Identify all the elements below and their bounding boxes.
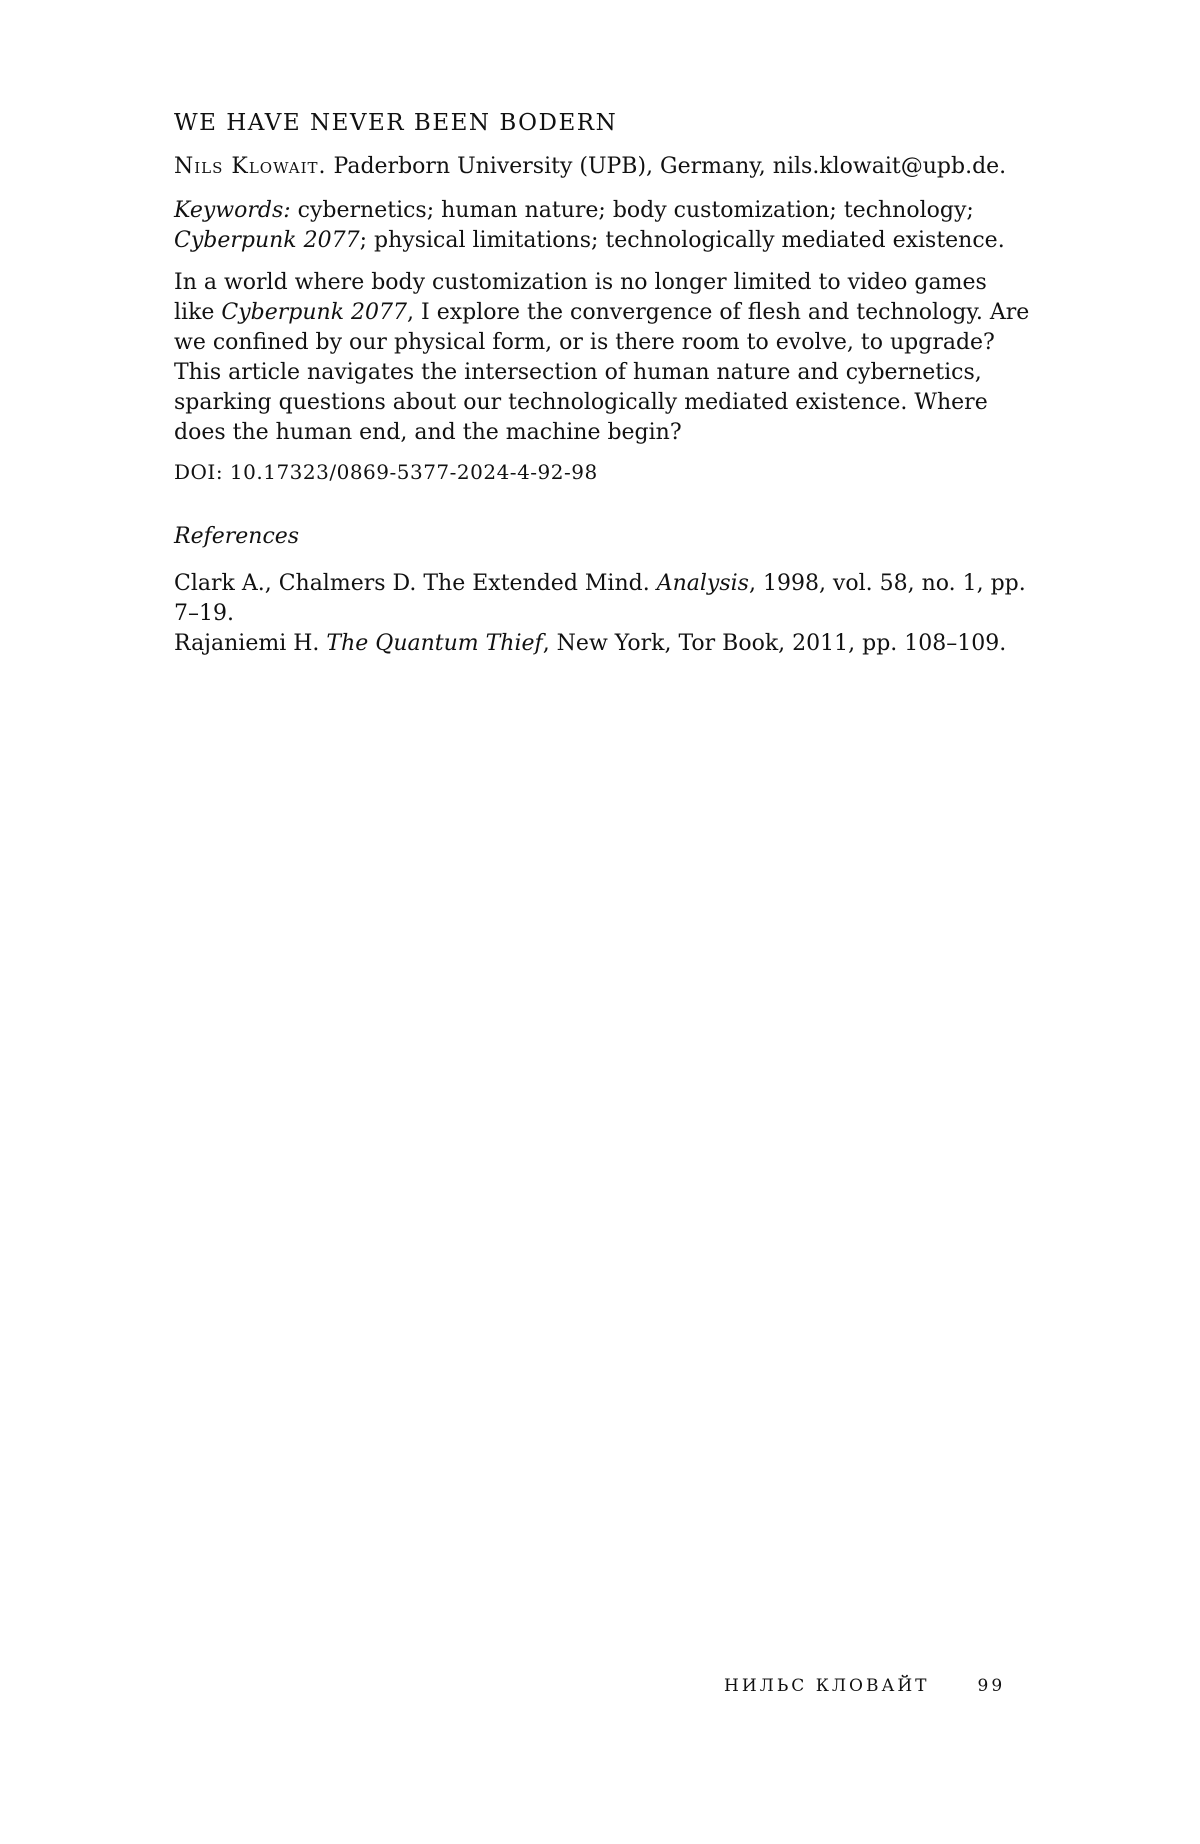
keywords-label: Keywords:: [174, 198, 291, 223]
running-head: НИЛЬС КЛОВАЙТ: [724, 1676, 930, 1696]
reference-item: [174, 629, 1030, 659]
author-line: [174, 152, 1030, 182]
references-heading: References: [174, 524, 300, 549]
keywords-text-after: ; physical limitations; technologically mediated existence.: [359, 228, 1005, 253]
keywords-paragraph: [174, 196, 1030, 256]
doi-line: DOI: 10.17323/0869-5377-2024-4-92-98: [174, 460, 598, 484]
reference-text-before: Rajaniemi H.: [174, 631, 327, 656]
abstract-paragraph: [174, 268, 1030, 448]
page-number: 99: [977, 1676, 1006, 1696]
reference-text-after: , 1998, vol. 58, no. 1, pp. 7–19.: [174, 571, 1026, 626]
reference-item: [174, 569, 1030, 629]
page-footer: [724, 1676, 1024, 1696]
abstract-italic-title: Cyberpunk 2077: [221, 300, 408, 325]
keywords-text-before: cybernetics; human nature; body customization; technology;: [290, 198, 974, 223]
article-page: [174, 110, 1030, 659]
reference-italic: Analysis: [656, 571, 749, 596]
abstract-part2: , I explore the convergence of flesh and technology. Are we confined by our physical form, or is there room to evolve, to upgrade? This article navigates the intersection of human nature and cybernetics, sparking questions about our technologically mediated existence. Where does the human end, and the machine begin?: [174, 300, 1030, 445]
abstract-part1: In a world where body customization is no longer limited to video games like: [174, 270, 987, 325]
keywords-italic-term: Cyberpunk 2077: [174, 228, 360, 253]
author-affiliation: Paderborn University (UPB), Germany, nils.klowait@upb.de.: [326, 154, 1007, 179]
article-title: WE HAVE NEVER BEEN BODERN: [174, 110, 618, 136]
author-name: Nils Klowait.: [174, 154, 327, 179]
reference-text-after: , New York, Tor Book, 2011, pp. 108–109.: [542, 631, 1007, 656]
reference-italic: The Quantum Thief: [326, 631, 543, 656]
reference-text-before: Clark A., Chalmers D. The Extended Mind.: [174, 571, 657, 596]
